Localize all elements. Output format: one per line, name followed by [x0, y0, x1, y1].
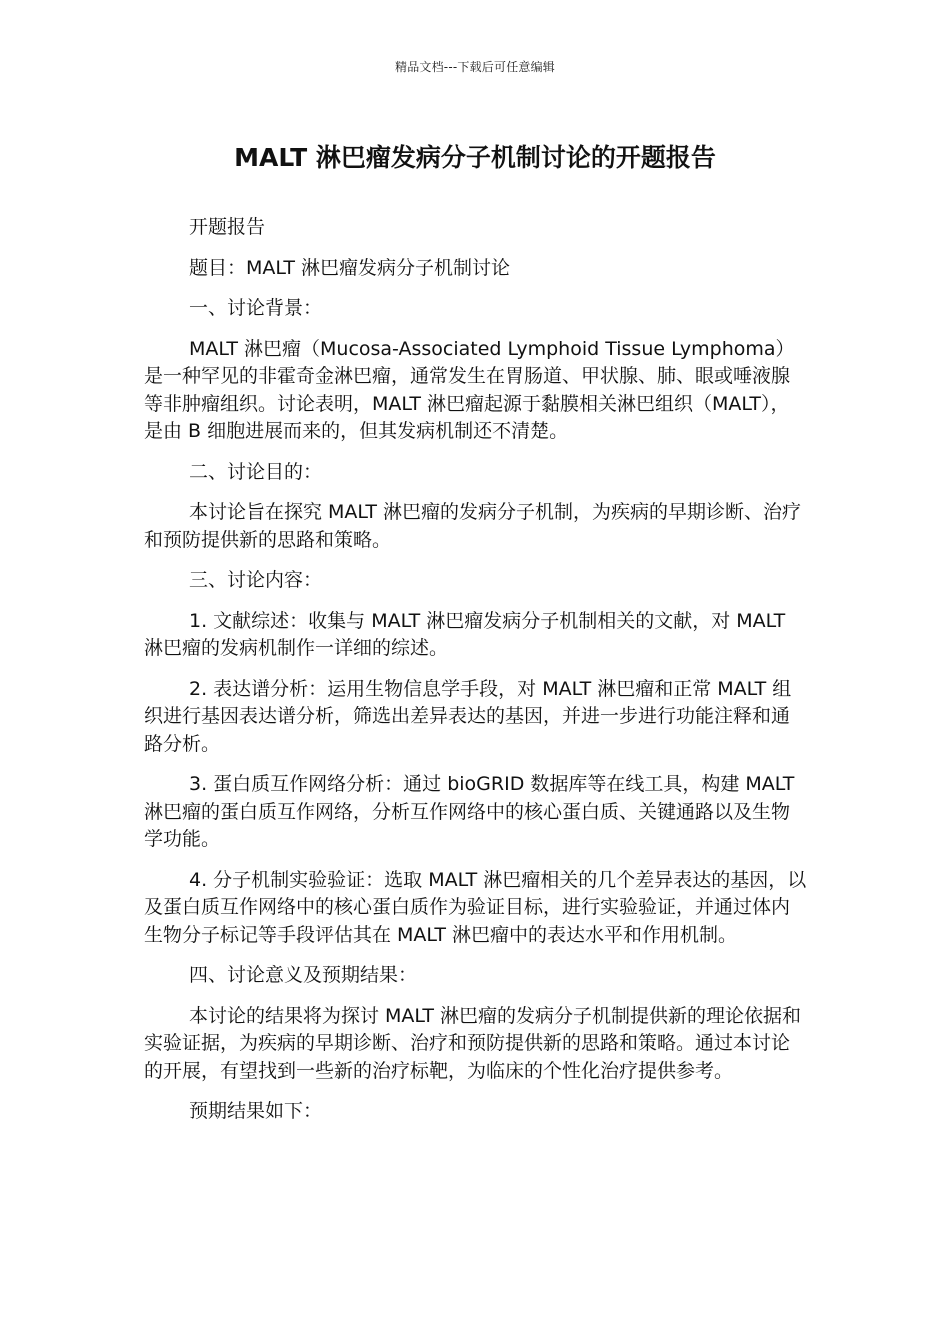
paragraph-purpose: 本讨论旨在探究 MALT 淋巴瘤的发病分子机制，为疾病的早期诊断、治疗和预防提供新的思路和策略。	[144, 501, 802, 551]
document-title: MALT 淋巴瘤发病分子机制讨论的开题报告	[234, 143, 716, 172]
section-heading-content: 三、讨论内容：	[189, 569, 323, 591]
section-heading-significance: 四、讨论意义及预期结果：	[189, 964, 418, 986]
list-item-expression-analysis: 2. 表达谱分析：运用生物信息学手段，对 MALT 淋巴瘤和正常 MALT 组织进行基因表达谱分析，筛选出差异表达的基因，并进一步进行功能注释和通路分析。	[144, 677, 792, 755]
paragraph-topic: 题目：MALT 淋巴瘤发病分子机制讨论	[189, 256, 511, 279]
paragraph-expected-results: 预期结果如下：	[189, 1100, 323, 1122]
paragraph-report-label: 开题报告	[189, 216, 266, 238]
list-item-literature-review: 1. 文献综述：收集与 MALT 淋巴瘤发病分子机制相关的文献，对 MALT 淋巴瘤的发病机制作一详细的综述。	[144, 609, 786, 659]
paragraph-significance: 本讨论的结果将为探讨 MALT 淋巴瘤的发病分子机制提供新的理论依据和实验证据，为疾病的早期诊断、治疗和预防提供新的思路和策略。通过本讨论的开展，有望找到一些新的治疗标靶，为临床的个性化治疗提供参考。	[144, 1004, 802, 1082]
header-note: 精品文档---下载后可任意编辑	[395, 60, 555, 74]
paragraph-background: MALT 淋巴瘤（Mucosa-Associated Lymphoid Tissue Lymphoma）是一种罕见的非霍奇金淋巴瘤，通常发生在胃肠道、甲状腺、肺、眼或唾液腺等非肿瘤组织。讨论表明，MALT 淋巴瘤起源于黏膜相关淋巴组织（MALT），是由 B 细胞进展而来的，但其发病机制还不清楚。	[144, 337, 795, 442]
section-heading-purpose: 二、讨论目的：	[189, 460, 323, 483]
section-heading-background: 一、讨论背景：	[189, 297, 323, 319]
list-item-protein-network: 3. 蛋白质互作网络分析：通过 bioGRID 数据库等在线工具，构建 MALT 淋巴瘤的蛋白质互作网络，分析互作网络中的核心蛋白质、关键通路以及生物学功能。	[144, 773, 795, 850]
document-body	[144, 214, 808, 1139]
list-item-experimental-validation: 4. 分子机制实验验证：选取 MALT 淋巴瘤相关的几个差异表达的基因，以及蛋白质互作网络中的核心蛋白质作为验证目标，进行实验验证，并通过体内生物分子标记等手段评估其在 MALT 淋巴瘤中的表达水平和作用机制。	[144, 868, 807, 946]
